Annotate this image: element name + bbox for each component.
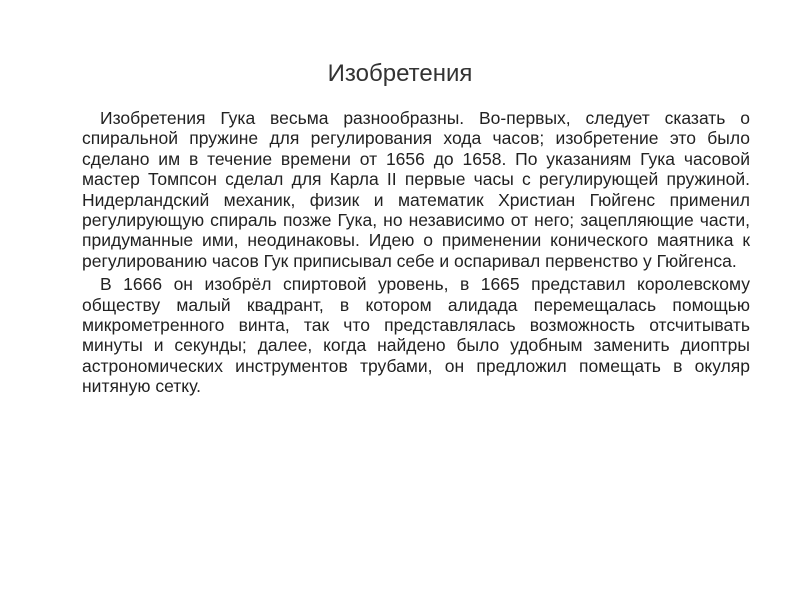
paragraph-level-and-quadrant: В 1666 он изобрёл спиртовой уровень, в 1665 представил королевскому обществу малый квадрант, в котором алидада перемещалась помощью микрометренного винта, так что представлялась возможность отсчитывать минуты и секунды; далее, когда найдено было удобным заменить диоптры астрономических инструментов трубами, он предложил помещать в окуляр нитяную сетку. [82,274,750,397]
slide-title: Изобретения [327,60,473,87]
slide-body [82,108,750,397]
paragraph-hooke-inventions: Изобретения Гука весьма разнообразны. Во-первых, следует сказать о спиральной пружине для регулирования хода часов; изобретение это было сделано им в течение времени от 1656 до 1658. По указаниям Гука часовой мастер Томпсон сделал для Карла II первые часы с регулирующей пружиной. Нидерландский механик, физик и математик Христиан Гюйгенс применил регулирующую спираль позже Гука, но независимо от него; зацепляющие части, придуманные ими, неодинаковы. Идею о применении конического маятника к регулированию часов Гук приписывал себе и оспаривал первенство у Гюйгенса. [82,108,750,271]
